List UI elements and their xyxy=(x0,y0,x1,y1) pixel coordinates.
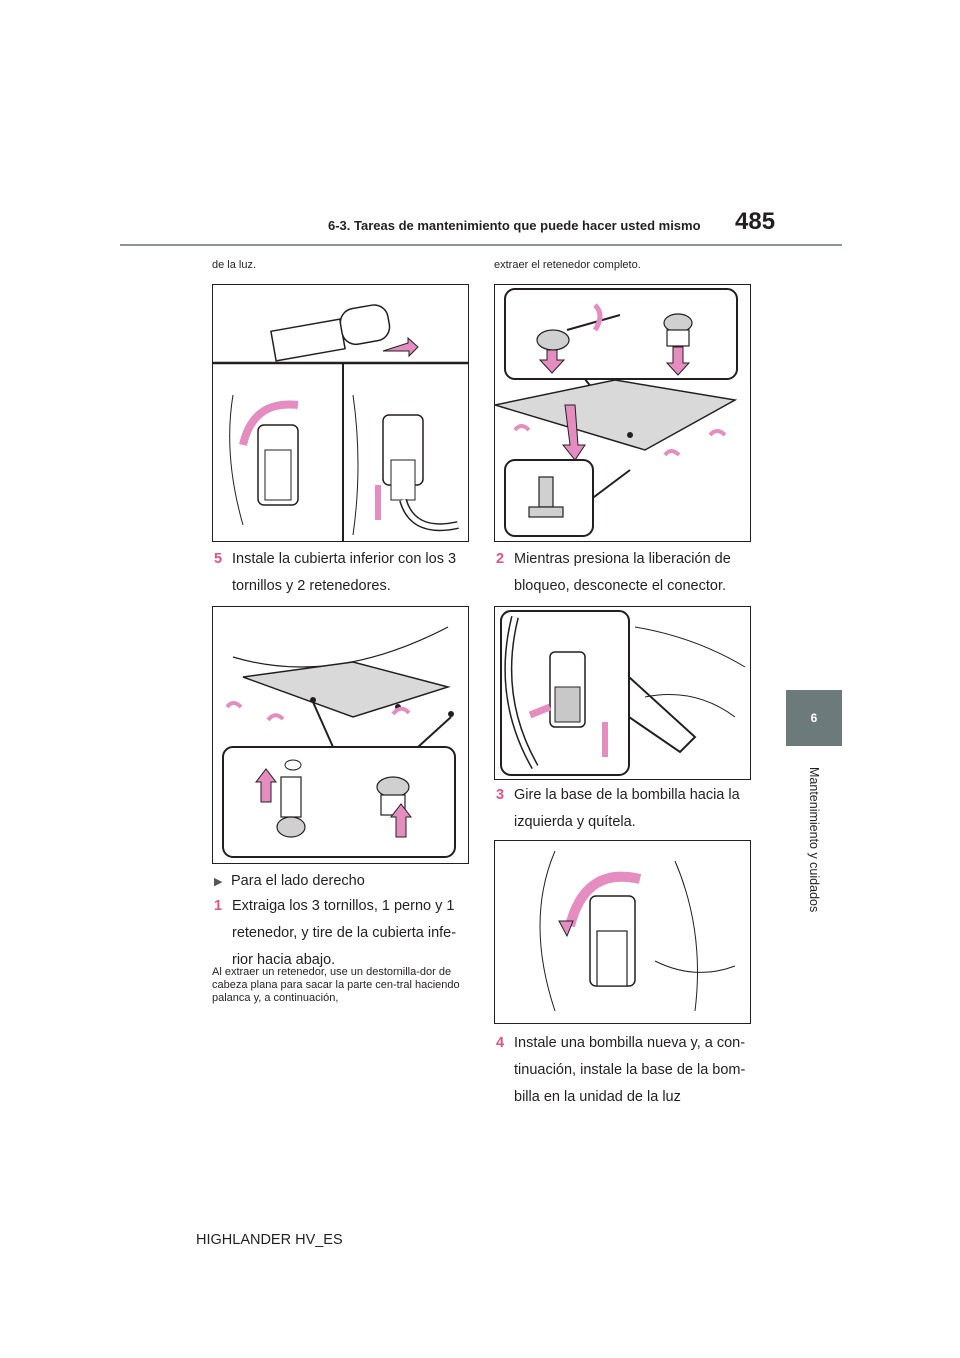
footer-model: HIGHLANDER HV_ES xyxy=(196,1232,343,1248)
step-1 xyxy=(214,893,466,974)
step-text: Mientras presiona la liberación de bloqueo, desconecte el conector. xyxy=(514,551,731,594)
figure-screws-retainers-drawing xyxy=(495,285,750,541)
figure-lower-cover-install xyxy=(212,606,469,864)
header-rule xyxy=(120,244,842,246)
figure-connector-disconnect xyxy=(494,606,751,780)
chapter-number: 6 xyxy=(810,711,818,725)
chapter-tab[interactable] xyxy=(786,690,842,746)
figure-screws-retainers xyxy=(494,284,751,542)
step-number: 4 xyxy=(496,1035,505,1051)
step-number: 5 xyxy=(214,551,223,567)
figure-bulb-removal xyxy=(212,284,469,542)
figure-bulb-base-rotate-drawing xyxy=(495,841,750,1023)
step-4 xyxy=(496,1030,748,1111)
page-number: 485 xyxy=(735,208,776,235)
figure-bulb-base-rotate xyxy=(494,840,751,1024)
left-continuation-text: de la luz. xyxy=(212,259,257,271)
bullet-text: Para el lado derecho xyxy=(231,873,365,889)
step-2 xyxy=(496,546,748,600)
section-title: 6-3. Tareas de mantenimiento que puede hacer usted mismo xyxy=(328,218,701,233)
chapter-title-vertical xyxy=(785,760,843,920)
step-text: Extraiga los 3 tornillos, 1 perno y 1 retenedor, y tire de la cubierta infe-rior hacia abajo. xyxy=(232,898,457,968)
right-continuation-text: extraer el retenedor completo. xyxy=(494,259,641,271)
bullet-right-side xyxy=(214,871,466,891)
step-text: Instale la cubierta inferior con los 3 tornillos y 2 retenedores. xyxy=(232,551,457,594)
step-3 xyxy=(496,782,748,836)
figure-lower-cover-install-drawing xyxy=(213,607,468,863)
step-number: 1 xyxy=(214,898,223,914)
step-text: Instale una bombilla nueva y, a con-tinuación, instale la base de la bom-billa en la unidad de la luz xyxy=(514,1035,746,1105)
step-number: 3 xyxy=(496,787,505,803)
figure-bulb-removal-drawing xyxy=(213,285,468,541)
note-text: Al extraer un retenedor, use un destornilla-dor de cabeza plana para sacar la parte cen-tral haciendo palanca y, a continuación, xyxy=(212,966,460,1004)
chapter-title: Mantenimiento y cuidados xyxy=(807,767,821,913)
bullet-triangle-icon: ▶ xyxy=(214,876,223,888)
step-text: Gire la base de la bombilla hacia la izquierda y quítela. xyxy=(514,787,740,830)
step-5 xyxy=(214,546,466,600)
step-number: 2 xyxy=(496,551,505,567)
figure-connector-disconnect-drawing xyxy=(495,607,750,779)
